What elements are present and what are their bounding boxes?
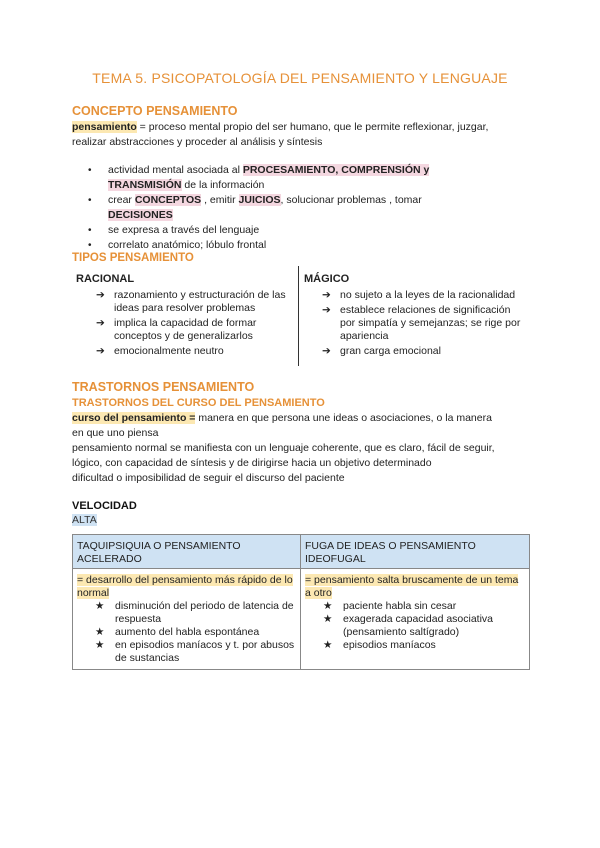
tipos-heading: TIPOS PENSAMIENTO: [72, 252, 194, 264]
list-item: • crear CONCEPTOS , emitir JUICIOS, solucionar problemas , tomar DECISIONES: [88, 194, 422, 221]
list-item: ➔ establece relaciones de significación por simpatía y semejanzas; se rige por apariencia: [322, 304, 521, 342]
star-icon: ★: [95, 600, 105, 612]
list-item: • correlato anatómico; lóbulo frontal: [88, 239, 267, 251]
concepto-heading: CONCEPTO PENSAMIENTO: [72, 104, 238, 118]
velocidad-alta: [72, 513, 97, 528]
arrow-icon: ➔: [96, 345, 105, 357]
list-item: ★ paciente habla sin cesar: [323, 600, 457, 612]
magico-heading: MÁGICO: [304, 273, 350, 285]
list-item: ➔ gran carga emocional: [322, 345, 441, 357]
list-item: ➔ razonamiento y estructuración de las ideas para resolver problemas: [96, 289, 286, 314]
list-item: ★ disminución del periodo de latencia de respuesta: [95, 600, 294, 625]
racional-column: [76, 273, 286, 360]
star-icon: ★: [323, 613, 333, 625]
page-title: TEMA 5. PSICOPATOLOGÍA DEL PENSAMIENTO Y LENGUAJE: [92, 70, 508, 86]
concepto-definition: [72, 120, 532, 150]
list-item: ➔ emocionalmente neutro: [96, 345, 224, 357]
term-curso: curso del pensamiento =: [72, 412, 196, 424]
star-icon: ★: [95, 639, 105, 651]
definition-line-b: realizar abstracciones y proceder al análisis y síntesis: [72, 136, 323, 148]
list-item: • actividad mental asociada al PROCESAMIENTO, COMPRENSIÓN y TRANSMISIÓN de la información: [88, 164, 430, 191]
table-cell: = desarrollo del pensamiento más rápido de lo normal ★ disminución del periodo de latencia de respuesta ★ aumento del habla espontánea ★ en episodios maníacos y t. por abusos de sustancias: [73, 569, 301, 669]
table-header-cell: FUGA DE IDEAS O PENSAMIENTO IDEOFUGAL: [301, 535, 529, 569]
trastornos-subheading: TRASTORNOS DEL CURSO DEL PENSAMIENTO: [72, 397, 325, 409]
magico-column: [304, 273, 526, 360]
concepto-bullets: [88, 163, 488, 253]
arrow-icon: ➔: [96, 289, 105, 301]
velocidad-heading: VELOCIDAD: [72, 500, 137, 512]
star-icon: ★: [323, 639, 333, 651]
racional-heading: RACIONAL: [76, 273, 135, 285]
list-item: ★ episodios maníacos: [323, 639, 436, 651]
definition-line-a: = proceso mental propio del ser humano, que le permite reflexionar, juzgar,: [136, 121, 489, 133]
list-item: ★ exagerada capacidad asociativa (pensamiento saltígrado): [323, 613, 494, 638]
bullet-icon: •: [88, 240, 92, 251]
arrow-icon: ➔: [96, 317, 105, 329]
star-icon: ★: [323, 600, 333, 612]
list-item: ➔ no sujeto a la leyes de la racionalidad: [322, 289, 516, 301]
alta-label: ALTA: [72, 514, 97, 526]
trastornos-text: curso del pensamiento = manera en que persona une ideas o asociaciones, o la manera en que uno piensa pensamiento normal se manifiesta con un lenguaje coherente, que es claro, fácil de seguir, lógico, con capacidad de síntesis y de dirigirse hacia un objetivo determinado dificultad o imposibilidad de seguir el discurso del paciente: [72, 412, 495, 484]
bullet-icon: •: [88, 225, 92, 236]
trastornos-heading: TRASTORNOS PENSAMIENTO: [72, 380, 255, 394]
list-item: ★ aumento del habla espontánea: [95, 626, 260, 638]
column-divider: [298, 266, 299, 366]
bullet-icon: •: [88, 195, 92, 206]
bullet-icon: •: [88, 165, 92, 176]
star-icon: ★: [95, 626, 105, 638]
list-item: ★ en episodios maníacos y t. por abusos de sustancias: [95, 639, 295, 664]
list-item: ➔ implica la capacidad de formar conceptos y de generalizarlos: [96, 317, 257, 342]
table-cell: = pensamiento salta bruscamente de un tema a otro ★ paciente habla sin cesar ★ exagerada capacidad asociativa (pensamiento saltígrado) ★ episodios maníacos: [301, 569, 529, 669]
term-pensamiento: pensamiento: [72, 121, 137, 133]
list-item: • se expresa a través del lenguaje: [88, 224, 260, 236]
velocidad-table: [72, 534, 530, 670]
arrow-icon: ➔: [322, 345, 331, 357]
arrow-icon: ➔: [322, 289, 331, 301]
table-header-cell: TAQUIPSIQUIA O PENSAMIENTO ACELERADO: [73, 535, 301, 569]
arrow-icon: ➔: [322, 304, 331, 316]
